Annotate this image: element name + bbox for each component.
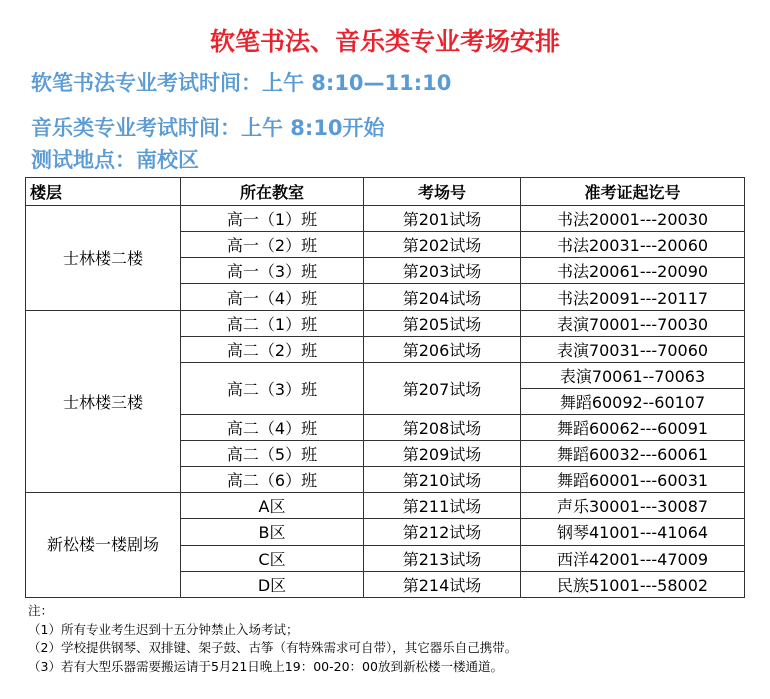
classroom-cell: 高一（3）班 bbox=[181, 258, 364, 284]
classroom-cell: 高二（4）班 bbox=[181, 415, 364, 441]
classroom-cell: 高一（1）班 bbox=[181, 206, 364, 232]
exam-hall-cell: 第201试场 bbox=[364, 206, 521, 232]
table-header-row bbox=[26, 178, 745, 206]
ticket-range-cell: 声乐30001---30087 bbox=[521, 493, 745, 519]
ticket-range-cell: 舞蹈60062---60091 bbox=[521, 415, 745, 441]
ticket-range-cell: 书法20091---20117 bbox=[521, 284, 745, 310]
classroom-cell: 高二（2）班 bbox=[181, 336, 364, 362]
notes-heading: 注： bbox=[28, 603, 54, 618]
ticket-range-cell: 西洋42001---47009 bbox=[521, 545, 745, 571]
classroom-cell: 高二（5）班 bbox=[181, 441, 364, 467]
floor-cell: 士林楼三楼 bbox=[26, 310, 181, 493]
ticket-range-cell: 书法20001---20030 bbox=[521, 206, 745, 232]
ticket-range-cell: 书法20031---20060 bbox=[521, 232, 745, 258]
exam-hall-cell: 第214试场 bbox=[364, 571, 521, 597]
exam-hall-cell: 第210试场 bbox=[364, 467, 521, 493]
music-exam-time: 音乐类专业考试时间：上午 8:10开始 bbox=[31, 116, 385, 140]
table-row bbox=[26, 310, 745, 336]
ticket-range-cell: 民族51001---58002 bbox=[521, 571, 745, 597]
notes-section bbox=[28, 602, 517, 676]
ticket-range-cell: 舞蹈60092--60107 bbox=[521, 388, 745, 414]
exam-hall-cell: 第213试场 bbox=[364, 545, 521, 571]
ticket-range-cell: 表演70061--70063 bbox=[521, 362, 745, 388]
exam-hall-cell: 第206试场 bbox=[364, 336, 521, 362]
note-item: （1）所有专业考生迟到十五分钟禁止入场考试； bbox=[28, 621, 299, 637]
ticket-range-cell: 舞蹈60001---60031 bbox=[521, 467, 745, 493]
classroom-cell: 高二（6）班 bbox=[181, 467, 364, 493]
ticket-range-cell: 表演70031---70060 bbox=[521, 336, 745, 362]
exam-hall-cell: 第202试场 bbox=[364, 232, 521, 258]
exam-hall-cell: 第209试场 bbox=[364, 441, 521, 467]
page-title: 软笔书法、音乐类专业考场安排 bbox=[209, 27, 560, 56]
calligraphy-exam-time: 软笔书法专业考试时间：上午 8:10—11:10 bbox=[31, 71, 452, 95]
header-ticket-range: 准考证起讫号 bbox=[521, 178, 745, 206]
ticket-range-cell: 表演70001---70030 bbox=[521, 310, 745, 336]
ticket-range-cell: 书法20061---20090 bbox=[521, 258, 745, 284]
floor-cell: 士林楼二楼 bbox=[26, 206, 181, 310]
classroom-cell: B区 bbox=[181, 519, 364, 545]
exam-hall-cell: 第204试场 bbox=[364, 284, 521, 310]
ticket-range-cell: 钢琴41001---41064 bbox=[521, 519, 745, 545]
exam-location: 测试地点：南校区 bbox=[31, 148, 199, 172]
classroom-cell: C区 bbox=[181, 545, 364, 571]
header-exam-hall: 考场号 bbox=[364, 178, 521, 206]
classroom-cell: 高一（4）班 bbox=[181, 284, 364, 310]
header-classroom: 所在教室 bbox=[181, 178, 364, 206]
classroom-cell: 高二（1）班 bbox=[181, 310, 364, 336]
exam-schedule-table bbox=[25, 177, 745, 598]
classroom-cell: 高二（3）班 bbox=[181, 362, 364, 414]
classroom-cell: D区 bbox=[181, 571, 364, 597]
exam-hall-cell: 第203试场 bbox=[364, 258, 521, 284]
table-row bbox=[26, 493, 745, 519]
exam-hall-cell: 第208试场 bbox=[364, 415, 521, 441]
classroom-cell: A区 bbox=[181, 493, 364, 519]
exam-hall-cell: 第207试场 bbox=[364, 362, 521, 414]
table-row bbox=[26, 206, 745, 232]
header-floor: 楼层 bbox=[26, 178, 181, 206]
note-item: （2）学校提供钢琴、双排键、架子鼓、古筝（有特殊需求可自带），其它器乐自己携带。 bbox=[28, 640, 518, 655]
ticket-range-cell: 舞蹈60032---60061 bbox=[521, 441, 745, 467]
exam-hall-cell: 第211试场 bbox=[364, 493, 521, 519]
floor-cell: 新松楼一楼剧场 bbox=[26, 493, 181, 598]
exam-hall-cell: 第212试场 bbox=[364, 519, 521, 545]
classroom-cell: 高一（2）班 bbox=[181, 232, 364, 258]
exam-hall-cell: 第205试场 bbox=[364, 310, 521, 336]
note-item: （3）若有大型乐器需要搬运请于5月21日晚上19：00-20：00放到新松楼一楼通道。 bbox=[28, 658, 503, 674]
